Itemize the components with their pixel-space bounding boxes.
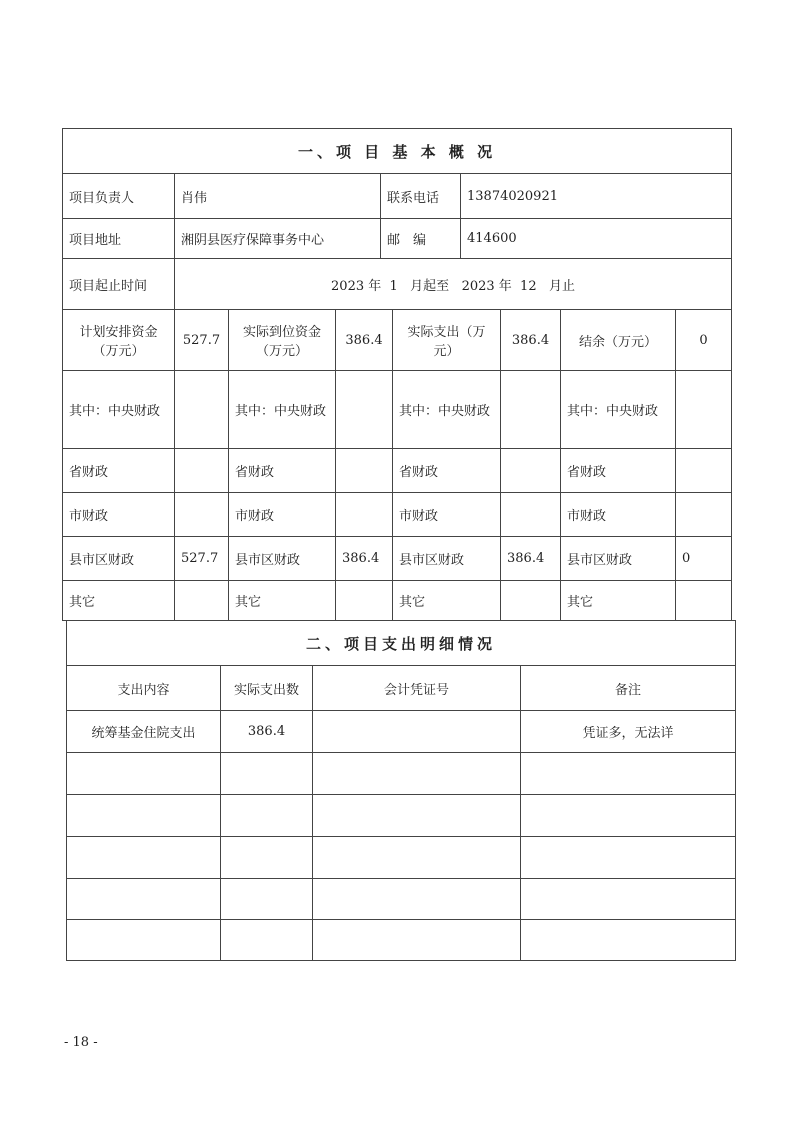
cell: 其它 — [63, 581, 175, 621]
address-value: 湘阴县医疗保障事务中心 — [175, 219, 381, 259]
cell — [313, 795, 521, 837]
cell — [521, 920, 736, 961]
cell: 市财政 — [229, 493, 336, 537]
cell — [521, 879, 736, 920]
cell: 其它 — [393, 581, 501, 621]
cell — [676, 493, 732, 537]
period-value: 2023 年 1 月起至 2023 年 12 月止 — [175, 259, 732, 310]
cell: 凭证多，无法详 — [521, 711, 736, 753]
cell: 其中：中央财政 — [561, 371, 676, 449]
cell: 其中：中央财政 — [393, 371, 501, 449]
funds-row — [63, 581, 732, 621]
cell — [336, 371, 393, 449]
cell — [501, 581, 561, 621]
cell — [336, 449, 393, 493]
funds-row — [63, 449, 732, 493]
phone-value: 13874020921 — [461, 174, 732, 219]
cell: 县市区财政 — [393, 537, 501, 581]
table-row — [67, 837, 736, 879]
funds-row — [63, 537, 732, 581]
cell: 市财政 — [561, 493, 676, 537]
cell: 其它 — [561, 581, 676, 621]
cell — [676, 449, 732, 493]
header-content: 支出内容 — [67, 666, 221, 711]
leader-value: 肖伟 — [175, 174, 381, 219]
actual-spend-value: 386.4 — [501, 310, 561, 371]
leader-label: 项目负责人 — [63, 174, 175, 219]
funds-row — [63, 493, 732, 537]
planned-funds-value: 527.7 — [175, 310, 229, 371]
table-row — [67, 711, 736, 753]
cell — [67, 795, 221, 837]
cell — [175, 581, 229, 621]
cell: 386.4 — [221, 711, 313, 753]
cell: 省财政 — [561, 449, 676, 493]
cell: 省财政 — [63, 449, 175, 493]
table-row — [67, 753, 736, 795]
cell — [175, 449, 229, 493]
cell: 市财政 — [393, 493, 501, 537]
cell — [501, 449, 561, 493]
cell — [501, 493, 561, 537]
cell — [521, 795, 736, 837]
cell: 县市区财政 — [229, 537, 336, 581]
cell: 527.7 — [175, 537, 229, 581]
planned-funds-label: 计划安排资金（万元） — [63, 310, 175, 371]
expense-detail-table — [66, 620, 736, 961]
project-overview-table — [62, 128, 732, 621]
cell — [676, 581, 732, 621]
cell — [175, 493, 229, 537]
cell — [676, 371, 732, 449]
cell — [521, 753, 736, 795]
actual-spend-label: 实际支出（万元） — [393, 310, 501, 371]
cell — [313, 837, 521, 879]
period-label: 项目起止时间 — [63, 259, 175, 310]
cell — [521, 837, 736, 879]
cell: 统筹基金住院支出 — [67, 711, 221, 753]
cell — [221, 795, 313, 837]
cell — [67, 879, 221, 920]
cell — [313, 753, 521, 795]
header-voucher: 会计凭证号 — [313, 666, 521, 711]
section1-title: 一、项 目 基 本 概 况 — [63, 129, 732, 174]
cell: 386.4 — [501, 537, 561, 581]
balance-label: 结余（万元） — [561, 310, 676, 371]
table-row — [67, 795, 736, 837]
address-label: 项目地址 — [63, 219, 175, 259]
table-row — [67, 920, 736, 961]
postcode-value: 414600 — [461, 219, 732, 259]
cell: 其中：中央财政 — [229, 371, 336, 449]
cell — [336, 581, 393, 621]
table-row — [67, 879, 736, 920]
cell: 省财政 — [393, 449, 501, 493]
funds-row — [63, 371, 732, 449]
cell: 0 — [676, 537, 732, 581]
section2-title: 二、项目支出明细情况 — [67, 621, 736, 666]
cell — [67, 837, 221, 879]
cell — [221, 837, 313, 879]
cell: 市财政 — [63, 493, 175, 537]
cell — [313, 920, 521, 961]
postcode-label: 邮 编 — [381, 219, 461, 259]
cell: 386.4 — [336, 537, 393, 581]
cell — [313, 711, 521, 753]
cell: 其它 — [229, 581, 336, 621]
header-amount: 实际支出数 — [221, 666, 313, 711]
cell — [221, 879, 313, 920]
cell — [336, 493, 393, 537]
cell — [67, 920, 221, 961]
phone-label: 联系电话 — [381, 174, 461, 219]
cell: 省财政 — [229, 449, 336, 493]
cell: 县市区财政 — [561, 537, 676, 581]
cell — [221, 753, 313, 795]
page-number: - 18 - — [64, 1035, 98, 1050]
cell — [313, 879, 521, 920]
cell — [175, 371, 229, 449]
cell — [501, 371, 561, 449]
cell: 县市区财政 — [63, 537, 175, 581]
cell: 其中：中央财政 — [63, 371, 175, 449]
received-funds-label: 实际到位资金（万元） — [229, 310, 336, 371]
header-remarks: 备注 — [521, 666, 736, 711]
cell — [221, 920, 313, 961]
cell — [67, 753, 221, 795]
balance-value: 0 — [676, 310, 732, 371]
received-funds-value: 386.4 — [336, 310, 393, 371]
